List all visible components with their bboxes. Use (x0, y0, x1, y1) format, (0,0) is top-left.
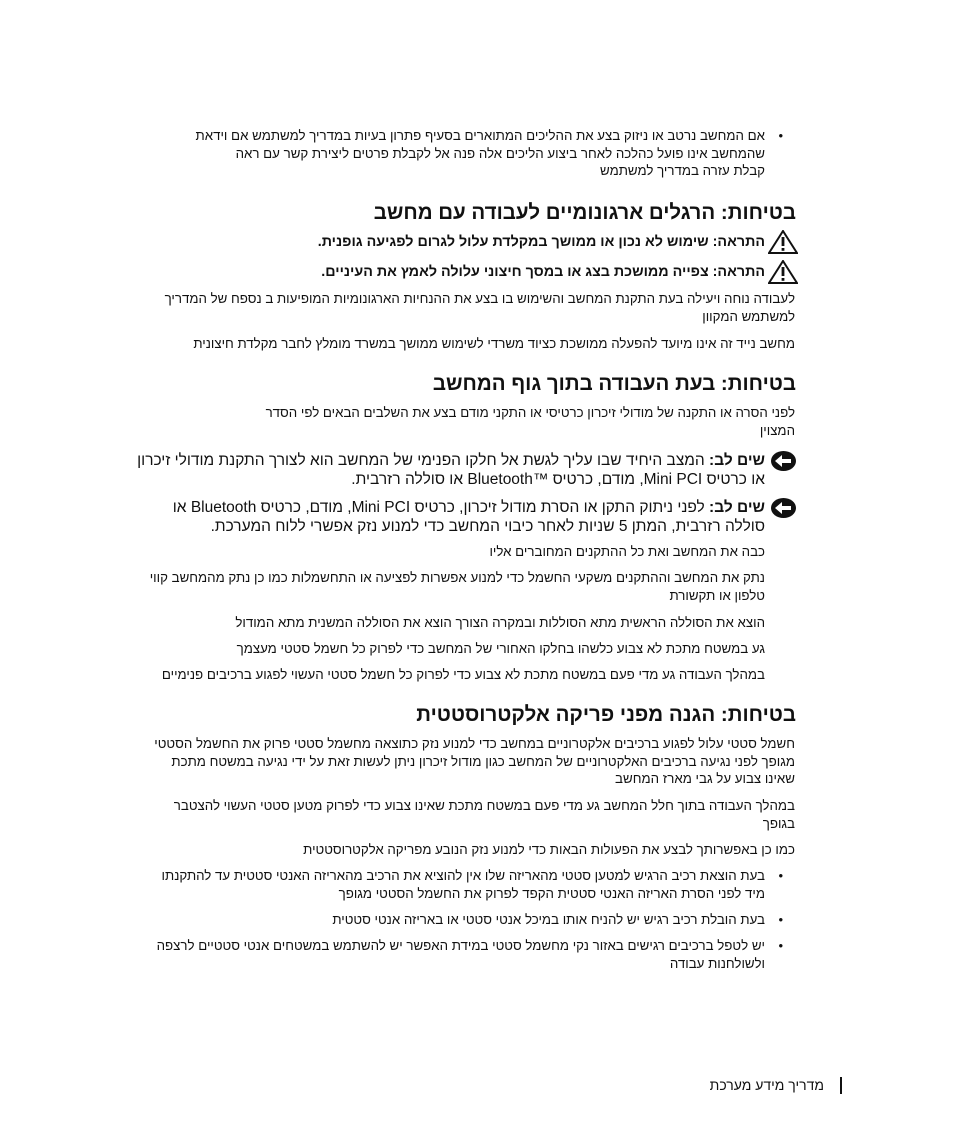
text-line: במהלך העבודה גע מדי פעם במשטח מתכת לא צבוע כדי לפרוק כל חשמל סטטי העשוי לפגוע ברכיבים פנימיים (161, 667, 765, 682)
text-line: מגופך לפני נגיעה ברכיבים האלקטרוניים של המחשב כגון מודול זיכרון ניתן לעשות זאת על ידי נגיעה במשטח מתכת (171, 753, 795, 769)
text-line: כמו כן באפשרותך לבצע את הפעולות הבאות כדי למנוע נזק הנובע מפריקה אלקטרוסטטית (303, 842, 795, 857)
text-line: חשמל סטטי עלול לפגוע ברכיבים אלקטרוניים במחשב כדי למנוע נזק כתוצאה מחשמל סטטי פרוק את החשמל הסטטי (154, 736, 795, 751)
footer-title: מדריך מידע מערכת (709, 1077, 824, 1093)
note-arrow-icon (770, 450, 797, 472)
step-5 (95, 666, 765, 684)
text-line: שאינו צבוע על גבי מארז המחשב (615, 771, 795, 786)
step-4 (95, 640, 765, 658)
ergonomics-paragraph (95, 290, 795, 325)
esd-bullet (95, 867, 783, 902)
esd-bullet (95, 937, 783, 972)
text-line: בעת הובלת רכיב רגיש יש להניח אותו במיכל אנטי סטטי או באריזה אנטי סטטית (332, 912, 765, 927)
warning-triangle-icon (768, 260, 798, 284)
text-line: המצוין (759, 422, 795, 438)
note-text: לפני ניתוק התקן או הסרת מודול זיכרון, כרטיס Mini PCI, מודם, כרטיס Bluetooth או (172, 499, 710, 516)
esd-paragraph-2 (95, 797, 795, 832)
text-line: בגופך (762, 815, 795, 831)
note-line: או כרטיס Mini PCI, מודם, כרטיס ™Bluetooth או סוללה רזרבית. (351, 471, 765, 488)
inside-paragraph (95, 404, 795, 439)
warning-triangle-icon (768, 230, 798, 254)
warning-text: צפייה ממושכת בצג או במסך חיצוני עלולה לאמץ את העיניים. (321, 264, 713, 280)
note-access (95, 451, 765, 489)
note-line (95, 451, 765, 470)
section-title-ergonomics: בטיחות: הרגלים ארגונומיים לעבודה עם מחשב (373, 201, 796, 224)
text-line: מיד לפני הסרת האריזה האנטי סטטית הקפד לפרוק את החשמל הסטטי מגופך (338, 885, 765, 901)
esd-paragraph-3 (95, 841, 795, 859)
bullet-dot: • (778, 938, 783, 953)
text-line: יש לטפל ברכיבים רגישים באזור נקי מחשמל סטטי במידת האפשר יש להשתמש במשטחים אנטי סטטיים לרצפה (156, 938, 765, 953)
warning-keyboard (95, 233, 765, 251)
note-label: שים לב: (709, 452, 765, 469)
section-title-esd: בטיחות: הגנה מפני פריקה אלקטרוסטטית (416, 703, 796, 726)
step-3 (95, 614, 765, 632)
text-line: הוצא את הסוללה הראשית מתא הסוללות ובמקרה הצורך הוצא את הסוללה המשנית מתא המודול (235, 615, 765, 630)
note-text: המצב היחיד שבו עליך לגשת אל חלקו הפנימי של המחשב הוא לצורך התקנת מודולי זיכרון (137, 452, 710, 469)
text-line: טלפון או תקשורת (669, 587, 765, 603)
text-line: במהלך העבודה בתוך חלל המחשב גע מדי פעם במשטח מתכת שאינו צבוע כדי לפרוק מטען סטטי העשוי להצטבר (173, 798, 795, 813)
intro-line: אם המחשב נרטב או ניזוק בצע את ההליכים המתוארים בסעיף פתרון בעיות במדריך למשתמש אם וידאת (195, 128, 765, 143)
note-line (95, 498, 765, 517)
intro-line: שהמחשב אינו פועל כהלכה לאחר ביצוע הליכים אלה פנה אל לקבלת פרטים ליצירת קשר עם ראה (235, 145, 765, 161)
text-line: למשתמש המקוון (702, 308, 795, 324)
warning-text: שימוש לא נכון או ממושך במקלדת עלול לגרום לפגיעה גופנית. (317, 234, 713, 250)
text-line: נתק את המחשב וההתקנים משקעי החשמל כדי למנוע אפשרות לפציעה או התחשמלות כמו כן נתק מהמחשב קווי (149, 570, 765, 585)
text-line: מחשב נייד זה אינו מיועד להפעלה ממושכת כציוד משרדי לשימוש ממושך במשרד מומלץ לחבר מקלדת חיצונית (193, 336, 795, 351)
step-1 (95, 543, 765, 561)
intro-line: קבלת עזרה במדריך למשתמש (600, 163, 765, 178)
text-line: ולשולחנות עבודה (669, 955, 765, 971)
bullet-dot: • (778, 868, 783, 883)
step-2 (95, 569, 765, 604)
text-line: לפני הסרה או התקנה של מודולי זיכרון כרטיסי או התקני מודם בצע את השלבים הבאים לפי הסדר (265, 405, 795, 420)
esd-bullet (95, 911, 783, 929)
intro-bullet (95, 127, 783, 180)
note-wait (95, 498, 765, 536)
text-line: כבה את המחשב ואת כל ההתקנים המחוברים אליו (489, 544, 765, 559)
warning-screen (95, 263, 765, 281)
warning-label: התראה: (712, 264, 765, 280)
footer-divider (840, 1077, 842, 1094)
warning-label: התראה: (712, 234, 765, 250)
bullet-dot: • (778, 128, 783, 143)
note-line: סוללה רזרבית, המתן 5 שניות לאחר כיבוי המחשב כדי למנוע נזק אפשרי ללוח המערכת. (210, 518, 765, 535)
text-line: בעת הוצאת רכיב הרגיש למטען סטטי מהאריזה שלו אין להוציא את הרכיב מהאריזה האנטי סטטית עד להתקנתו (161, 868, 765, 883)
note-arrow-icon (770, 497, 797, 519)
text-line: לעבודה נוחה ויעילה בעת התקנת המחשב והשימוש בו בצע את ההנחיות הארגונומיות המופיעות ב נספח של המדריך (164, 291, 795, 306)
ergonomics-paragraph-2 (95, 335, 795, 353)
section-title-inside: בטיחות: בעת העבודה בתוך גוף המחשב (432, 372, 796, 395)
bullet-dot: • (778, 912, 783, 927)
esd-paragraph (95, 735, 795, 788)
note-label: שים לב: (709, 499, 765, 516)
text-line: גע במשטח מתכת לא צבוע כלשהו בחלקו האחורי של המחשב כדי לפרוק כל חשמל סטטי מעצמך (236, 641, 765, 656)
